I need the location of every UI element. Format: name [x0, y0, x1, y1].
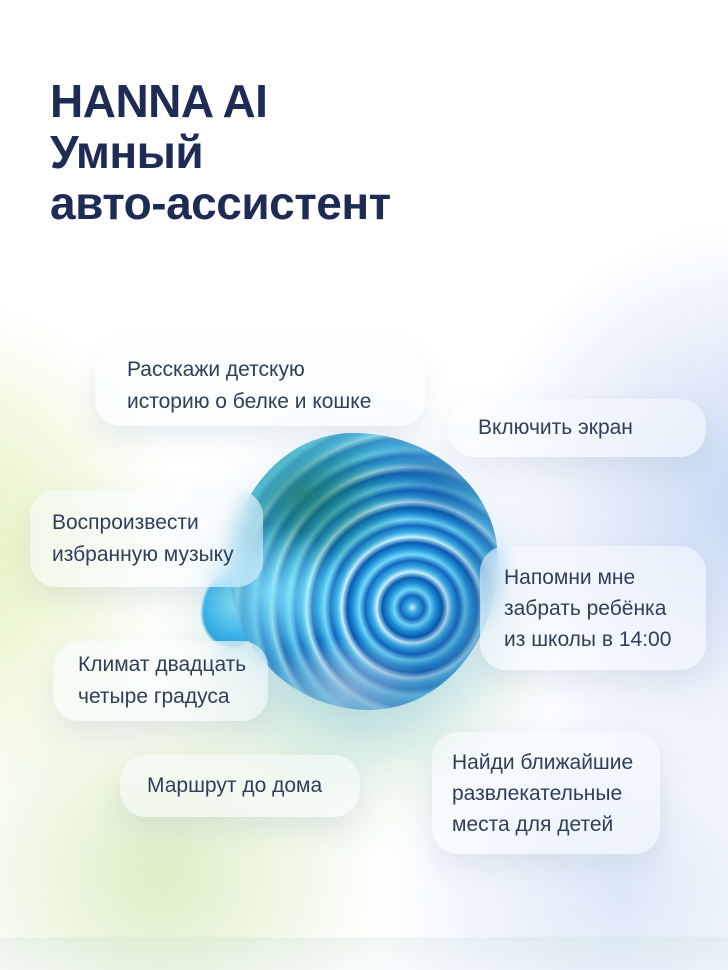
- bubble-line: историю о белке и кошке: [127, 390, 372, 413]
- command-bubble-route: [120, 755, 360, 817]
- bubble-line: Напомни мне: [504, 565, 636, 589]
- bubble-line: из школы в 14:00: [504, 627, 672, 651]
- subtitle-line-1: Умный: [50, 126, 204, 178]
- bubble-line: четыре градуса: [78, 685, 230, 708]
- bubble-line: Найди ближайшие: [452, 750, 634, 774]
- command-bubble-screen-on: [448, 399, 706, 457]
- brand-title: HANNA AI: [50, 75, 268, 127]
- bubble-line: Включить экран: [478, 416, 633, 439]
- bubble-line: развлекательные: [452, 781, 623, 805]
- bubble-line: Расскажи детскую: [127, 358, 305, 381]
- assistant-orb-image: [230, 433, 498, 710]
- bubble-line: Воспроизвести: [52, 510, 199, 534]
- command-bubble-music: [30, 490, 263, 587]
- bubble-line: Климат двадцать: [78, 653, 247, 676]
- footer-gradient-band: [0, 937, 728, 970]
- bubble-line: места для детей: [452, 812, 614, 836]
- bubble-line: избранную музыку: [52, 542, 234, 566]
- title-block: [50, 76, 391, 229]
- bubble-line: забрать ребёнка: [504, 596, 667, 620]
- command-bubble-reminder: [480, 546, 706, 670]
- command-bubble-climate: [53, 641, 268, 721]
- bubble-line: Маршрут до дома: [147, 774, 323, 797]
- command-bubble-places: [432, 732, 660, 854]
- command-bubble-story: [95, 346, 425, 426]
- subtitle-line-2: авто-ассистент: [50, 177, 391, 229]
